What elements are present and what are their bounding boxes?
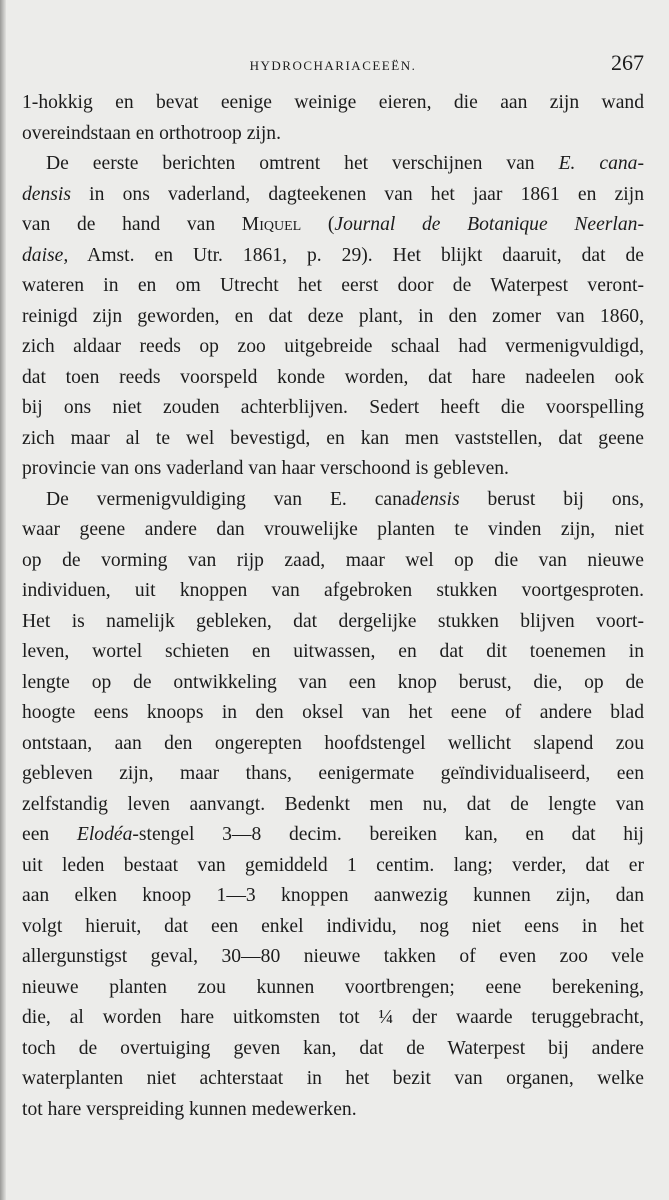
text-line: zich maar al te wel bevestigd, en kan men vaststellen, dat geene <box>22 427 644 449</box>
text-line: waar geene andere dan vrouwelijke planten te vinden zijn, niet <box>22 519 644 540</box>
text-line: bij ons niet zouden achterblijven. Sedert heeft die voorspelling <box>22 397 644 418</box>
text-line: uit leden bestaat van gemiddeld 1 centim. lang; verder, dat er <box>22 854 644 876</box>
text-line: zich aldaar reeds op zoo uitgebreide schaal had vermenigvuldigd, <box>22 336 644 357</box>
text-line: op de vorming van rijp zaad, maar wel op die van nieuwe <box>22 549 644 571</box>
text-line: volgt hieruit, dat een enkel individu, nog niet eens in het <box>22 915 644 937</box>
text-line: nieuwe planten zou kunnen voortbrengen; eene berekening, <box>22 976 644 998</box>
text-line: hoogte eens knoops in den oksel van het eene of andere blad <box>22 702 644 723</box>
text-line: zelfstandig leven aanvangt. Bedenkt men nu, dat de lengte van <box>22 793 644 815</box>
page-header <box>22 50 644 80</box>
text-line: gebleven zijn, maar thans, eenigermate geïndividualiseerd, een <box>22 763 644 784</box>
text-line: aan elken knoop 1—3 knoppen aanwezig kunnen zijn, dan <box>22 885 644 906</box>
page-number: 267 <box>611 50 644 75</box>
text-line: ontstaan, aan den ongerepten hoofdstengel wellicht slapend zou <box>22 732 644 754</box>
text-line: dat toen reeds voorspeld konde worden, dat hare nadeelen ook <box>22 366 644 388</box>
text-line: wateren in en om Utrecht het eerst door de Waterpest veront- <box>22 275 644 296</box>
text-line: die, al worden hare uitkomsten tot ¼ der waarde teruggebracht, <box>22 1007 644 1028</box>
body-text <box>22 88 644 1125</box>
text-line: toch de overtuiging geven kan, dat de Waterpest bij andere <box>22 1037 644 1059</box>
text-line: De vermenigvuldiging van E. canadensis berust bij ons, <box>46 488 644 510</box>
text-line: lengte op de ontwikkeling van een knop berust, die, op de <box>22 671 644 693</box>
page-gutter-shadow <box>0 0 6 1200</box>
text-line: allergunstigst geval, 30—80 nieuwe takken of even zoo vele <box>22 946 644 967</box>
text-line: overeindstaan en orthotroop zijn. <box>22 122 281 144</box>
text-line: reinigd zijn geworden, en dat deze plant, in den zomer van 1860, <box>22 305 644 327</box>
text-line: waterplanten niet achterstaat in het bezit van organen, welke <box>22 1068 644 1089</box>
text-line: individuen, uit knoppen van afgebroken stukken voortgesproten. <box>22 580 644 601</box>
running-title: HYDROCHARIACEEËN. <box>249 58 417 73</box>
text-line: een Elodéa-stengel 3—8 decim. bereiken kan, en dat hij <box>22 824 644 845</box>
text-line: Het is namelijk gebleken, dat dergelijke stukken blijven voort- <box>22 610 644 632</box>
text-line: leven, wortel schieten en uitwassen, en dat dit toenemen in <box>22 641 644 662</box>
text-line: daise, Amst. en Utr. 1861, p. 29). Het blijkt daaruit, dat de <box>22 244 644 266</box>
text-line: De eerste berichten omtrent het verschijnen van E. cana- <box>46 153 644 174</box>
text-line: densis in ons vaderland, dagteekenen van het jaar 1861 en zijn <box>22 183 644 205</box>
text-line: provincie van ons vaderland van haar verschoond is gebleven. <box>22 458 509 479</box>
text-line: van de hand van Miquel (Journal de Botanique Neerlan- <box>22 214 644 235</box>
text-line: 1-hokkig en bevat eenige weinige eieren, die aan zijn wand <box>22 92 644 113</box>
text-line: tot hare verspreiding kunnen medewerken. <box>22 1098 357 1120</box>
